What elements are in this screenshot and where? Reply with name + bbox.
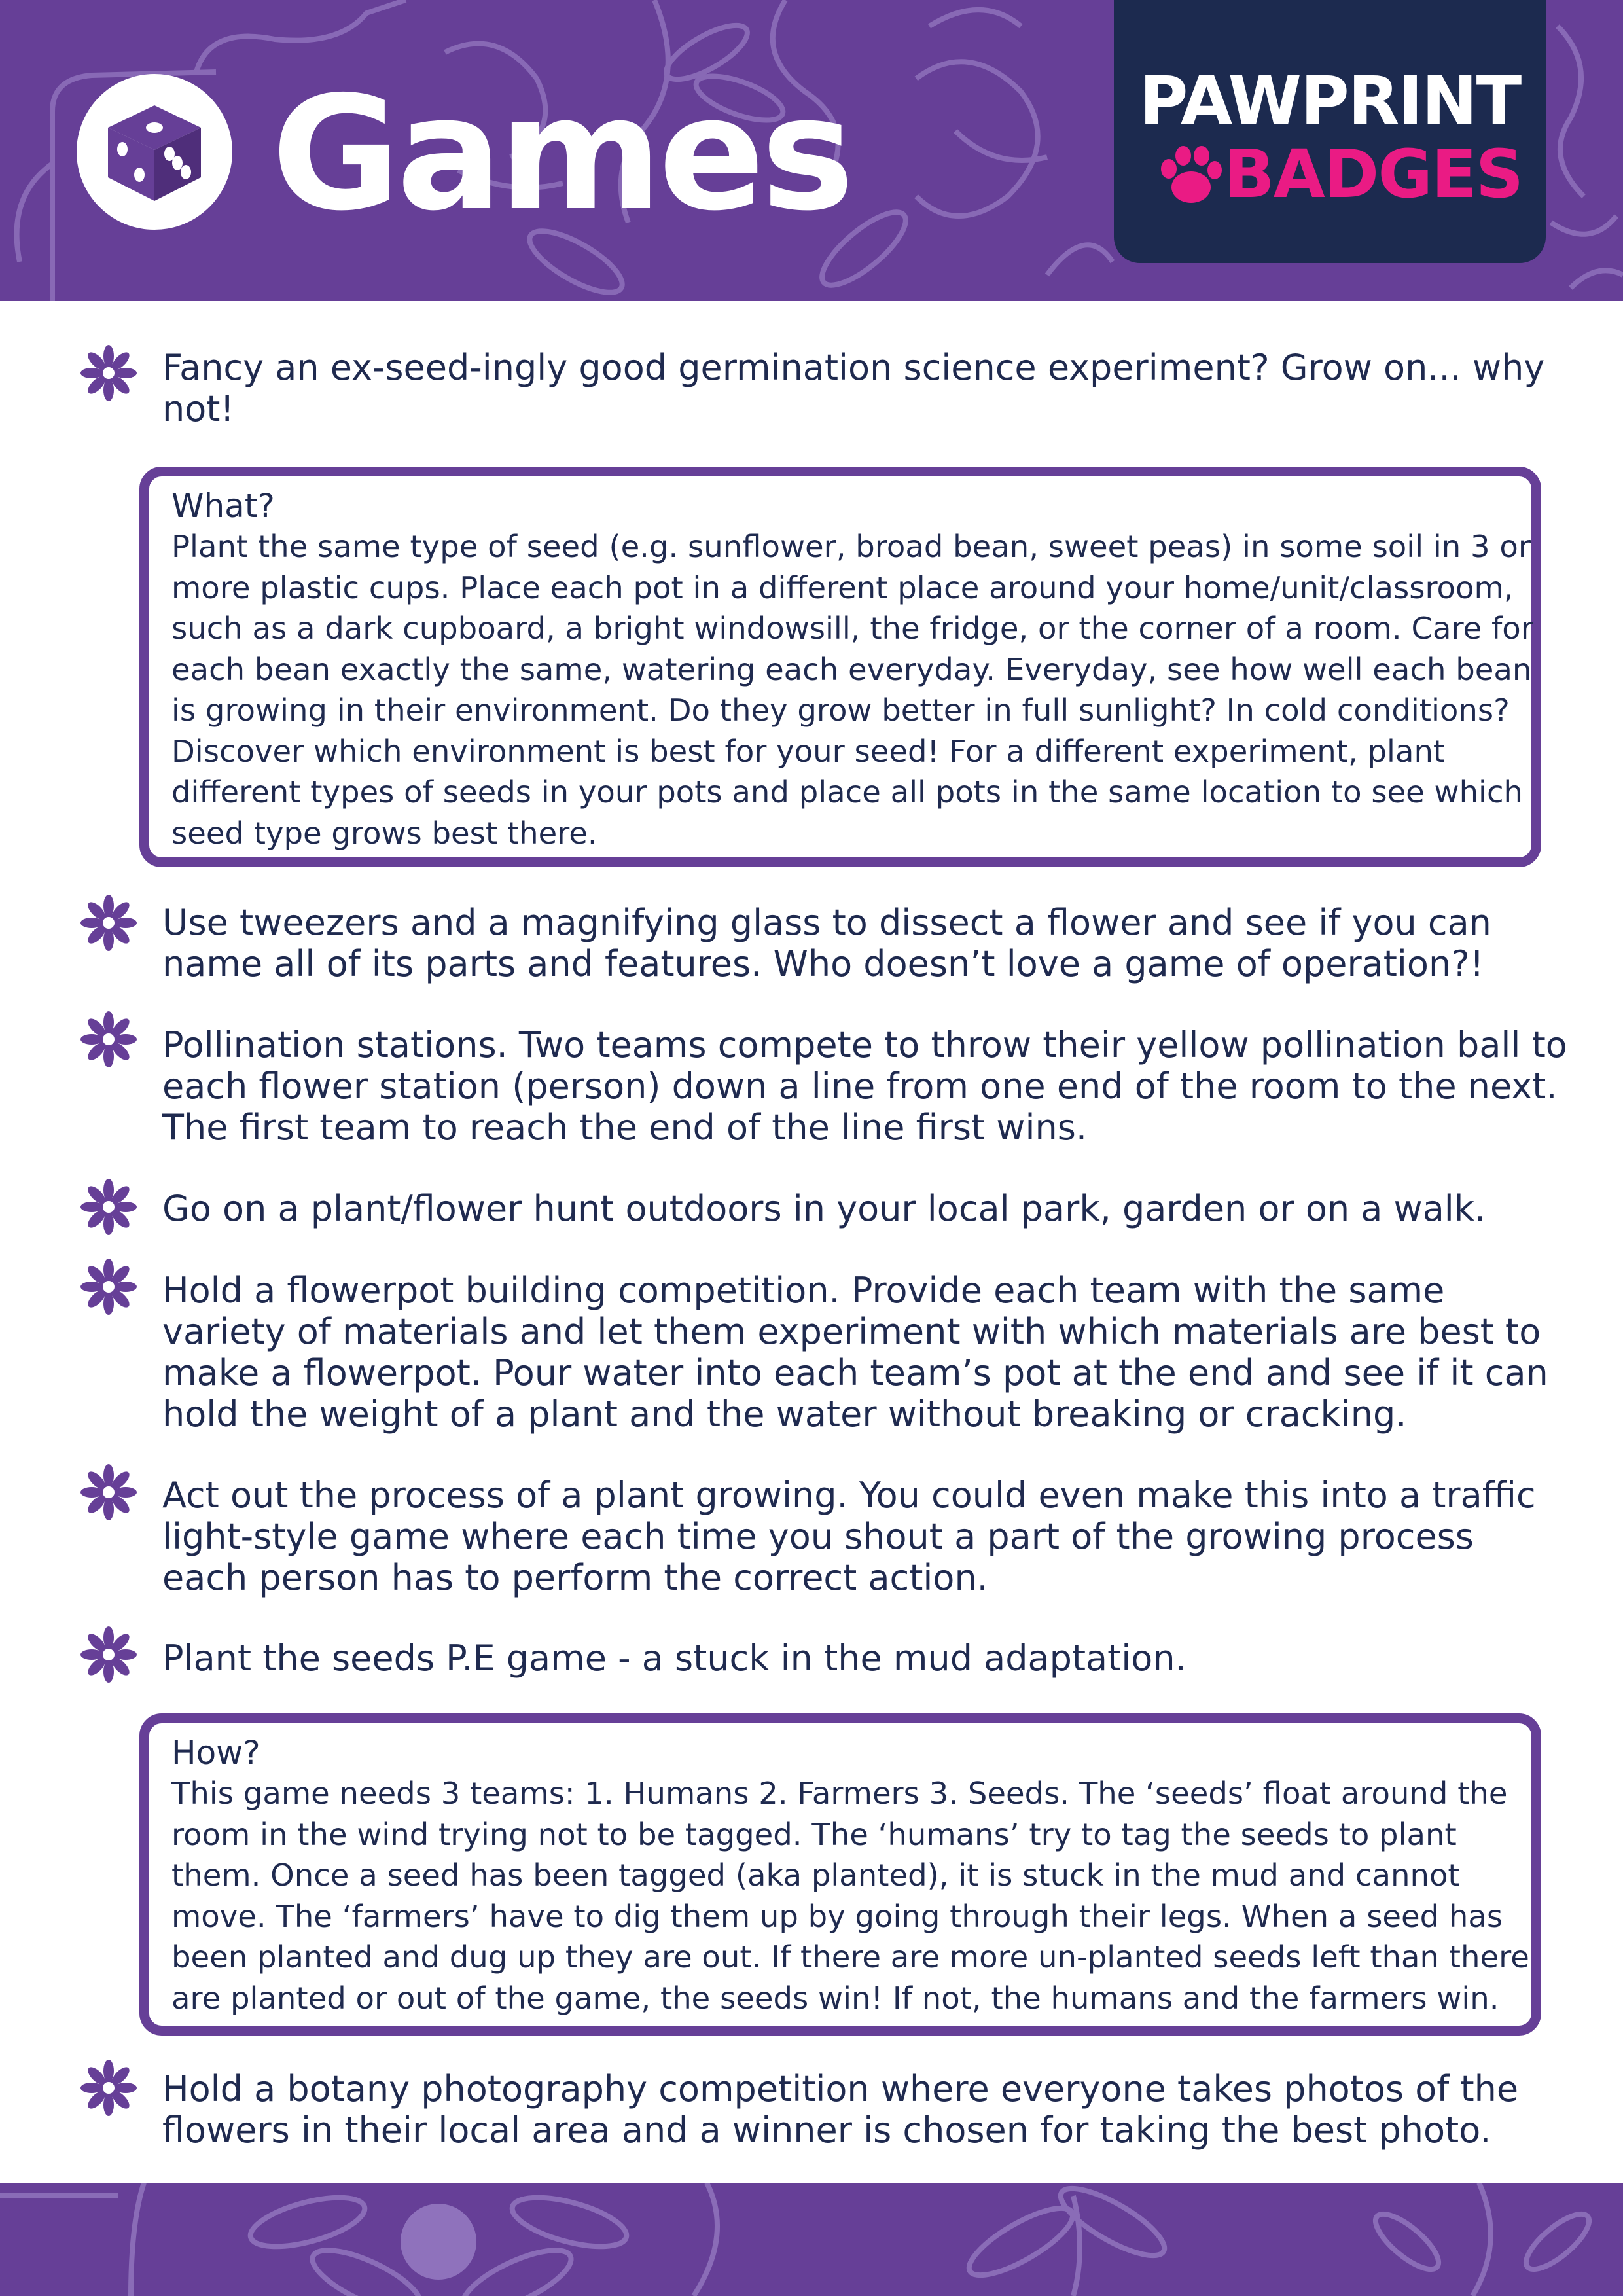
list-item: Plant the seeds P.E game - a stuck in the mud adaptation. — [162, 1638, 1186, 1679]
pawprint-badges-logo — [1114, 0, 1546, 263]
box-body-text: This game needs 3 teams: 1. Humans 2. Farmers 3. Seeds. The ‘seeds’ float around the room in the wind trying not to be tagged. The ‘humans’ try to tag the seeds to plant them. Once a seed has been tagged (aka planted), it is stuck in the mud and cannot move. The ‘farmers’ have to dig them up by going through their legs. When a seed has been planted and dug up they are out. If there are more un-planted seeds left than there are planted or out of the game, the seeds win! If not, the humans and the farmers win. — [171, 1776, 1529, 2016]
how-info-box — [139, 1713, 1541, 2036]
flower-bullet-icon — [77, 1008, 140, 1071]
dice-badge — [77, 74, 232, 230]
flower-bullet-icon — [77, 2056, 140, 2119]
logo-text-badges: BADGES — [1224, 135, 1523, 213]
box-heading: How? — [171, 1734, 260, 1772]
flower-bullet-icon — [77, 1461, 140, 1524]
logo-text-pawprint: PAWPRINT — [1139, 62, 1521, 140]
list-item: Use tweezers and a magnifying glass to dissect a flower and see if you can name all of its parts and features. Who doesn’t love a game of operation?! — [162, 902, 1491, 984]
list-item: Fancy an ex-seed-ingly good germination science experiment? Grow on... why not! — [162, 347, 1545, 429]
flower-bullet-icon — [77, 1623, 140, 1686]
list-item: Hold a flowerpot building competition. Provide each team with the same variety of materials and let them experiment with which materials are best to make a flowerpot. Pour water into each team’s pot at the end and see if it can hold the weight of a plant and the water without breaking or cracking. — [162, 1270, 1548, 1435]
list-item: Hold a botany photography competition where everyone takes photos of the flowers in their local area and a winner is chosen for taking the best photo. — [162, 2068, 1519, 2151]
dice-icon — [96, 94, 213, 210]
list-item: Pollination stations. Two teams compete to throw their yellow pollination ball to each flower station (person) down a line from one end of the room to the next. The first team to reach the end of the line first wins. — [162, 1024, 1567, 1148]
paw-icon — [1154, 143, 1222, 211]
what-info-box — [139, 467, 1541, 867]
box-heading: What? — [171, 487, 275, 525]
box-body-text: Plant the same type of seed (e.g. sunflower, broad bean, sweet peas) in some soil in 3 or more plastic cups. Place each pot in a different place around your home/unit/classroom, such as a dark cupboard, a bright windowsill, the fridge, or the corner of a room. Care for each bean exactly the same, watering each everyday. Everyday, see how well each bean is growing in their environment. Do they grow better in full sunlight? In cold conditions? Discover which environment is best for your seed! For a different experiment, plant different types of seeds in your pots and place all pots in the same location to see which seed type grows best there. — [171, 529, 1533, 851]
floral-footer-decoration — [0, 2183, 1623, 2296]
page-title: Games — [272, 62, 851, 245]
list-item: Act out the process of a plant growing. You could even make this into a traffic light-style game where each time you shout a part of the growing process each person has to perform the correct action. — [162, 1475, 1536, 1598]
flower-bullet-icon — [77, 891, 140, 954]
flower-bullet-icon — [77, 342, 140, 404]
flower-bullet-icon — [77, 1175, 140, 1238]
flower-bullet-icon — [77, 1255, 140, 1318]
list-item: Go on a plant/flower hunt outdoors in your local park, garden or on a walk. — [162, 1188, 1486, 1229]
footer-banner — [0, 2183, 1623, 2296]
header-banner — [0, 0, 1623, 301]
